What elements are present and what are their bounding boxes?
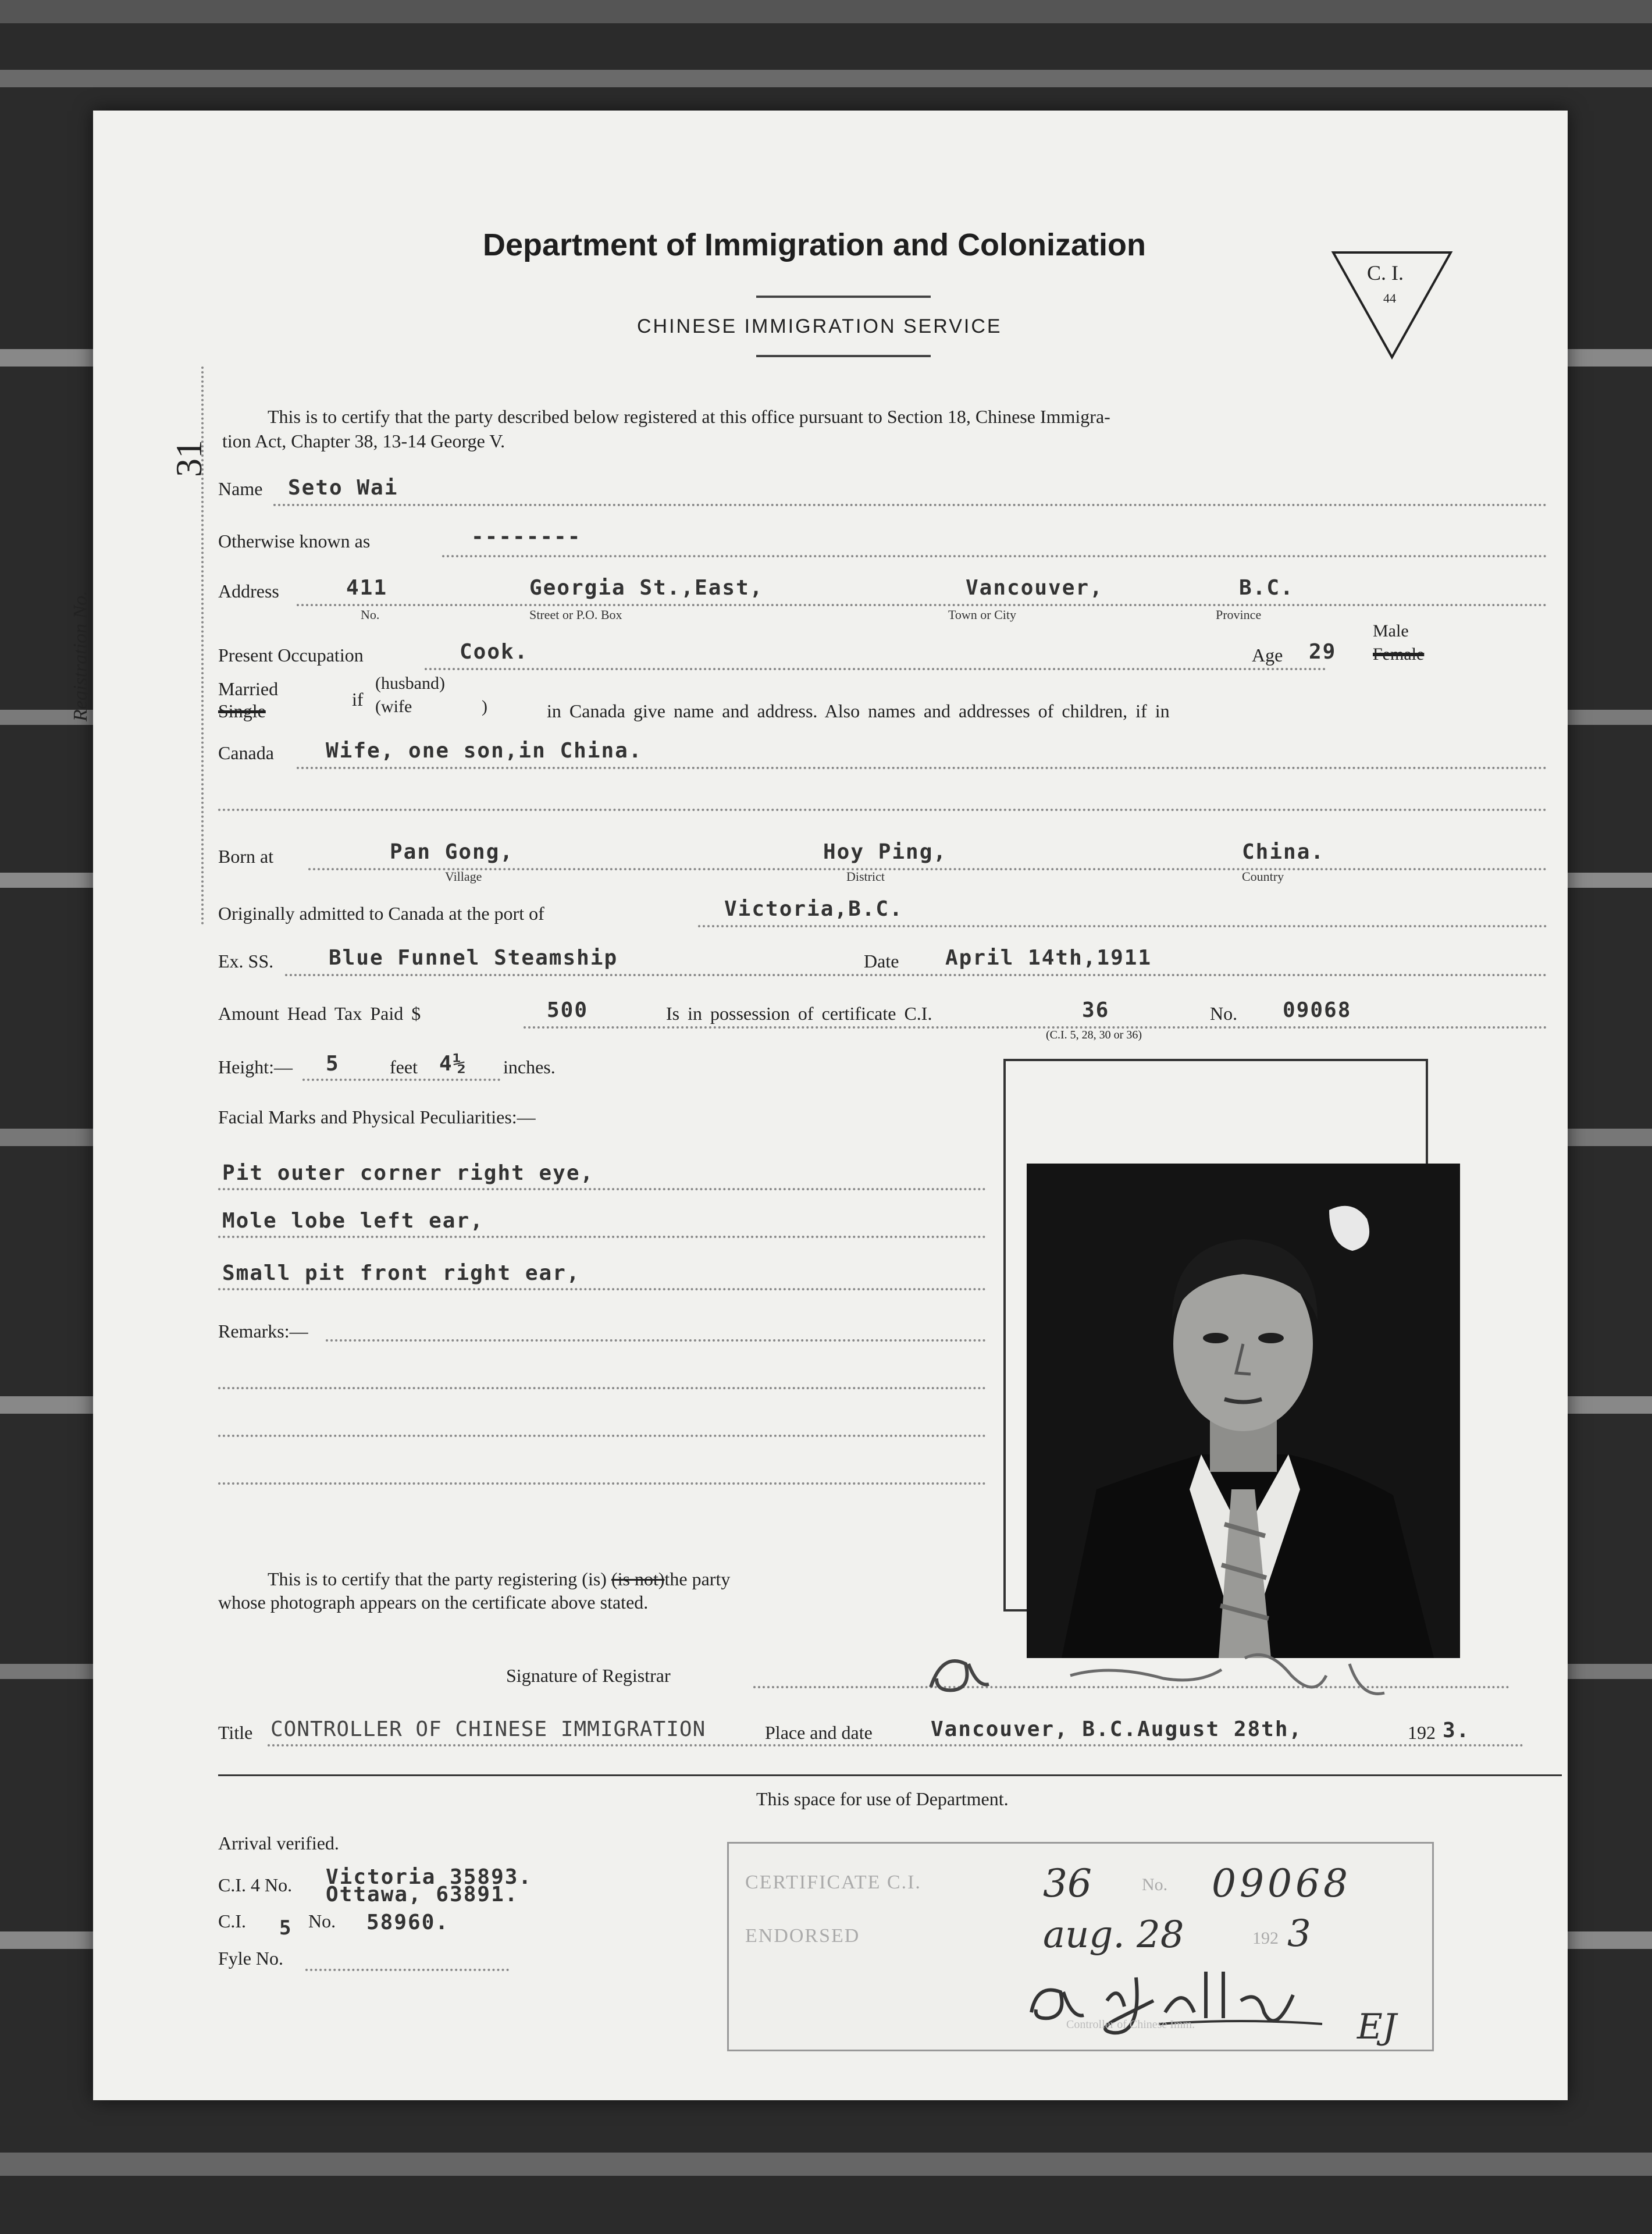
caption-country: Country <box>1242 869 1284 884</box>
stamp-endorsed-label: ENDORSED <box>745 1925 860 1947</box>
stamp-endorsed-date: aug. 28 <box>1043 1913 1184 1956</box>
certify-photo-line-1 <box>268 1568 730 1590</box>
service-title: CHINESE IMMIGRATION SERVICE <box>637 315 1002 337</box>
no-label: No. <box>1210 1003 1238 1024</box>
ci-caption: (C.I. 5, 28, 30 or 36) <box>1046 1029 1142 1041</box>
height-label: Height:— <box>218 1056 293 1077</box>
remarks-line-3 <box>218 1435 986 1437</box>
date-label: Date <box>864 951 899 972</box>
stamp-controller-caption: Controller of Chinese Imm. <box>1066 2018 1195 2031</box>
registration-label-text: Registration No. <box>70 590 91 721</box>
stamp-endorsed-year-print: 192 <box>1252 1929 1279 1948</box>
registration-label <box>70 590 92 721</box>
registration-dotted-line <box>201 367 204 925</box>
ship-label: Ex. SS. <box>218 951 274 972</box>
facial-mark-2: Mole lobe left ear, <box>222 1209 484 1233</box>
address-street: Georgia St.,East, <box>529 576 764 600</box>
caption-district: District <box>846 869 885 884</box>
fyle-label: Fyle No. <box>218 1948 283 1969</box>
certificate-stamp <box>727 1842 1434 2051</box>
husband-label: (husband) <box>375 674 445 693</box>
name-value: Seto Wai <box>288 476 398 500</box>
facial-label: Facial Marks and Physical Peculiarities:— <box>218 1107 536 1127</box>
name-line <box>273 504 1547 506</box>
stamp-certificate-ci: 36 <box>1043 1861 1092 1906</box>
place-label: Place and date <box>765 1722 873 1743</box>
certify-photo-line-2: whose photograph appears on the certificate above stated. <box>218 1592 649 1613</box>
registration-number <box>168 440 211 477</box>
canada-label: Canada <box>218 742 274 763</box>
occupation-value: Cook. <box>460 640 529 664</box>
otherwise-label: Otherwise known as <box>218 531 371 552</box>
header-rule-bottom <box>756 355 931 357</box>
title-label: Title <box>218 1722 253 1743</box>
stamp-no-label: No. <box>1142 1875 1168 1894</box>
department-title: Department of Immigration and Colonization <box>483 227 1147 262</box>
signature-label: Signature of Registrar <box>506 1665 671 1686</box>
family-instructions: in Canada give name and address. Also names and addresses of children, if in <box>547 700 1170 721</box>
stamp-certificate-label: CERTIFICATE C.I. <box>745 1872 921 1893</box>
remarks-line-4 <box>218 1482 986 1485</box>
born-country: China. <box>1242 840 1325 864</box>
admitted-line <box>698 925 1547 927</box>
canada-line-1 <box>297 767 1547 769</box>
registration-number-text: 31 <box>168 440 209 477</box>
ci5-value: 58960. <box>366 1911 450 1934</box>
admitted-label: Originally admitted to Canada at the port of <box>218 903 544 924</box>
certify-line-2: tion Act, Chapter 38, 13-14 George V. <box>222 431 505 451</box>
born-village: Pan Gong, <box>390 840 514 864</box>
stamp-initials: EJ <box>1357 2007 1397 2047</box>
if-label: if <box>352 689 364 710</box>
headtax-value: 500 <box>547 998 589 1022</box>
header-rule-top <box>756 296 931 298</box>
address-number: 411 <box>346 576 388 600</box>
ci4-label: C.I. 4 No. <box>218 1874 293 1895</box>
arrival-label: Arrival verified. <box>218 1833 339 1854</box>
registrar-signature-mark <box>919 1623 1443 1705</box>
address-city: Vancouver, <box>966 576 1103 600</box>
year-printed: 192 <box>1408 1722 1436 1743</box>
stamp-endorsed-year: 3 <box>1287 1912 1311 1955</box>
remarks-label: Remarks:— <box>218 1321 308 1342</box>
ci-value: 36 <box>1082 998 1110 1022</box>
certify-photo-struck: (is not) <box>611 1568 665 1589</box>
ci4-value-1: Victoria 35893. <box>326 1865 533 1889</box>
inches-label: inches. <box>503 1056 556 1077</box>
canada-value: Wife, one son,in China. <box>326 739 643 763</box>
caption-no: No. <box>361 607 380 622</box>
wife-label: (wife <box>375 697 412 716</box>
sex-male: Male <box>1373 621 1409 641</box>
address-label: Address <box>218 581 279 602</box>
height-line <box>302 1079 500 1081</box>
occupation-line <box>425 668 1326 670</box>
form-code-triangle <box>1331 250 1453 361</box>
department-separator <box>218 1774 1562 1776</box>
ci5-no-label: No. <box>308 1911 336 1931</box>
facial-mark-3: Small pit front right ear, <box>222 1261 581 1285</box>
certify-photo-text-a: This is to certify that the party registering (is) <box>268 1568 607 1589</box>
age-label: Age <box>1252 645 1283 666</box>
born-line <box>308 868 1547 870</box>
cert-no-value: 09068 <box>1283 998 1352 1022</box>
date-value: April 14th,1911 <box>945 946 1152 970</box>
facial-line-2 <box>218 1236 986 1238</box>
otherwise-line <box>442 555 1547 557</box>
caption-village: Village <box>445 869 482 884</box>
stamp-certificate-no: 09068 <box>1212 1861 1351 1906</box>
caption-province: Province <box>1216 607 1262 622</box>
place-value: Vancouver, B.C.August 28th, <box>931 1717 1303 1741</box>
registration-form <box>70 111 1568 2100</box>
ci5-number: 5 <box>279 1916 293 1940</box>
remarks-line-1 <box>326 1339 986 1342</box>
possession-label: Is in possession of certificate C.I. <box>666 1003 932 1024</box>
otherwise-value: -------- <box>471 525 582 549</box>
headtax-line <box>524 1026 1547 1029</box>
facial-line-3 <box>218 1288 986 1290</box>
height-feet: 5 <box>326 1052 340 1076</box>
certify-photo-text-b: the party <box>664 1568 731 1589</box>
caption-town: Town or City <box>948 607 1017 622</box>
remarks-line-2 <box>218 1387 986 1389</box>
admitted-value: Victoria,B.C. <box>724 897 903 921</box>
form-code-label: C. I. <box>1367 261 1404 284</box>
wife-close: ) <box>482 697 487 716</box>
title-value: CONTROLLER OF CHINESE IMMIGRATION <box>270 1717 706 1741</box>
address-line <box>297 604 1547 606</box>
height-inches: 4½ <box>439 1052 467 1076</box>
age-value: 29 <box>1309 640 1337 664</box>
name-label: Name <box>218 478 263 499</box>
ci5-label: C.I. <box>218 1911 246 1931</box>
born-label: Born at <box>218 846 274 867</box>
fyle-line <box>305 1969 509 1971</box>
occupation-label: Present Occupation <box>218 645 364 666</box>
married-label: Married <box>218 678 279 699</box>
single-label: Single <box>218 700 266 721</box>
ship-line <box>285 974 1547 976</box>
facial-line-1 <box>218 1188 986 1190</box>
year-typed: 3. <box>1443 1719 1471 1742</box>
caption-street: Street or P.O. Box <box>529 607 622 622</box>
title-line <box>268 1744 1524 1746</box>
headtax-label: Amount Head Tax Paid $ <box>218 1003 421 1024</box>
facial-mark-1: Pit outer corner right eye, <box>222 1161 594 1185</box>
canada-line-2 <box>218 809 1547 811</box>
ship-value: Blue Funnel Steamship <box>329 946 618 970</box>
department-space-label: This space for use of Department. <box>756 1788 1009 1809</box>
certify-line-1: This is to certify that the party described below registered at this office pursuant to Section 18, Chinese Immigra- <box>268 406 1110 427</box>
address-province: B.C. <box>1239 576 1294 600</box>
ci4-value-2: Ottawa, 63891. <box>326 1883 519 1906</box>
feet-label: feet <box>390 1056 418 1077</box>
born-district: Hoy Ping, <box>823 840 948 864</box>
form-code-number: 44 <box>1383 291 1396 305</box>
portrait-photo <box>1027 1164 1460 1658</box>
sex-female: Female <box>1373 645 1425 664</box>
